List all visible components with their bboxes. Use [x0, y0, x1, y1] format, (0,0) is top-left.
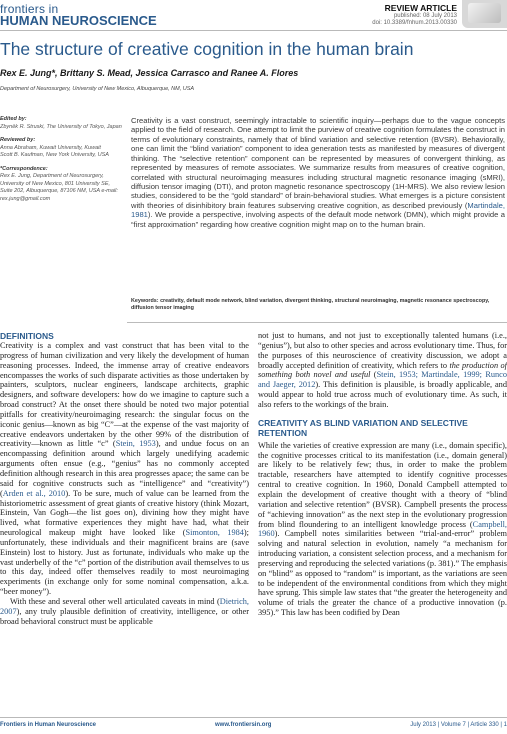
- abstract-divider: [127, 322, 507, 323]
- paragraph: [0, 597, 249, 627]
- article-meta: [287, 3, 457, 27]
- journal-name-line2: HUMAN NEUROSCIENCE: [0, 13, 157, 28]
- abstract-text-2: ). We provide a perspective, involving aspects of the default mode network (DMN), which might provide a “first approximation” regarding how creative cognition might map on to the human brain.: [131, 210, 505, 229]
- paragraph-text: With these and several other well articulated caveats in mind (: [10, 596, 220, 606]
- paragraph-text: ). Campbell notes similarities between “trial-and-error” problem solving and natural selection in evolution, namely “a mechanism for introducing variation, a consistent selection process, and a mechanism for preserving and reproducing the selected variations (p. 381).” The emphasis on “blind” as opposed to “random” is important, as the variations are seen to be independent of the environmental conditions from which they might have sprung. This simple law states that “the greater the heterogeneity and volume of trials the greater the chance of a productive innovation (p. 395).” This law has been codified by Dean: [258, 529, 507, 618]
- reviewer-2: Scott B. Kaufman, New York University, USA: [0, 152, 109, 158]
- edited-by-value: Zbyněk R. Struski, The University of Tokyo, Japan: [0, 123, 122, 130]
- definition-text: the production of something both novel and useful: [258, 360, 507, 380]
- journal-name-line1: frontiers in: [0, 2, 59, 16]
- citation-link[interactable]: Stein, 1953; Martindale, 1999; Runco and Jaeger, 2012: [258, 370, 507, 390]
- body-left-column: [0, 331, 249, 626]
- footer-issue-info: July 2013 | Volume 7 | Article 330 | 1: [410, 722, 507, 728]
- correspondence-label: *Correspondence:: [0, 165, 48, 172]
- paragraph-text: not just to humans, and not just to exceptionally talented humans (i.e., “genius”), but also to other species and across evolutionary time. Thus, for the purposes of this neuroscience of creativity discussion, we adopt a broadly accepted definition of creativity, which refers to: [258, 331, 507, 370]
- paragraph-text: (: [370, 370, 377, 380]
- footer-divider: [0, 717, 507, 718]
- citation-link[interactable]: Simonton, 1984: [185, 528, 244, 538]
- paragraph-text: ), and undue focus on an encompassing definition around which largely unedifying academic arguments often ensue (e.g., “genius” has no commonly accepted definition although research in this area progresses apace; the same can be said for cognitive constructs such as “intelligence” and “creativity”) (: [0, 439, 249, 498]
- section-heading-definitions: DEFINITIONS: [0, 331, 54, 341]
- citation-link[interactable]: Arden et al., 2010: [2, 488, 66, 498]
- edited-by-label: Edited by:: [0, 116, 27, 122]
- article-type: REVIEW ARTICLE: [384, 3, 457, 13]
- keywords-list: creativity, default mode network, blind variation, divergent thinking, structural neuroimaging, magnetic resonance spectroscopy, diffusion tensor imaging: [131, 298, 490, 312]
- affiliation: Department of Neurosurgery, University of New Mexico, Albuquerque, NM, USA: [0, 86, 195, 92]
- paragraph-text: While the varieties of creative expression are many (i.e., domain specific), the cognitive processes critical to its manifestation (i.e., domain general) are likely to be relatively few; thus, in order to make the problem tractable, researchers have attempted to identify cognitive processes central to creative cognition. In 1960, Donald Campbell attempted to explain the development of creative thought with a theory of “blind variation and selective retention” (BVSR). Campbell presents the process of “achieving innovation” as the next step in the evolutionary progression from blind floundering to an intelligent knowledge process (: [258, 440, 507, 529]
- footer-journal: Frontiers in Human Neuroscience: [0, 722, 97, 728]
- keywords: [131, 298, 505, 313]
- paragraph-text: ); unfortunately, these individuals and their magnificent brains are (save Einstein) lost to history. Just as fortunate, individuals who make up the vast underbelly of the “c” portion of the distribution avail themselves to us to this day, indeed offer themselves readily to most neuroimaging experiments (in exchange only for some nominal compensation, a.k.a. “beer money”).: [0, 528, 249, 597]
- paragraph-text: ), any truly plausible definition of creativity, intelligence, or other broad behavioral construct must be applicable: [0, 606, 249, 626]
- correspondence-value: Rex E. Jung, Department of Neurosurgery, University of New Mexico, 801 University SE, Suite 202, Albuquerque, 87106 NM, USA e-mail: rex.jung@gmail.com: [0, 173, 118, 202]
- editorial-info: [0, 116, 122, 209]
- paragraph: [258, 441, 507, 618]
- citation-link[interactable]: Stein, 1953: [115, 439, 156, 449]
- header-divider: [0, 30, 507, 31]
- keywords-label: Keywords:: [131, 298, 159, 304]
- citation-link[interactable]: Dietrich, 2007: [0, 596, 249, 616]
- article-title: The structure of creative cognition in the human brain: [0, 39, 414, 59]
- author-list: Rex E. Jung*, Brittany S. Mead, Jessica Carrasco and Ranee A. Flores: [0, 68, 299, 78]
- abstract: [131, 116, 505, 229]
- paragraph: [0, 341, 249, 597]
- section-heading-bvsr: CREATIVITY AS BLIND VARIATION AND SELECTIVE RETENTION: [258, 417, 468, 438]
- paragraph-text: Creativity is a complex and vast construct that has been vital to the progress of human civilization and very likely the development of human reasoning processes. Indeed, the immense array of creative endeavors encompasses the works of such disparate activities as those undertaken by painters, sculptors, nuclear engineers, landscape architects, graphic designers, and software developers: how do we imagine to capture such a broad construct? At the onset there should be noted two major potential pitfalls for creativity/neuroimaging research: the singular focus on the iconic genius—known as big “C”—at the expense of the vast majority of creative endeavors undertaken by the other 99% of the distribution of creativity—known as little “c” (: [0, 341, 249, 449]
- citation-link[interactable]: Campbell, 1960: [258, 519, 507, 539]
- reviewed-by-label: Reviewed by:: [0, 137, 36, 143]
- paragraph-text: ). This definition is plausible, is broadly applicable, and would appear to hold true across much of evolutionary time. As such, it also refers to the workings of the brain.: [258, 380, 507, 409]
- doi: doi: 10.3389/fnhum.2013.00330: [372, 20, 457, 26]
- paragraph: [258, 331, 507, 410]
- journal-logo: [0, 4, 200, 28]
- paragraph-text: ). To be sure, much of value can be learned from the historiometric assessment of great giants of creative history (think Mozart, Einstein, Van Gogh—the list goes on), divining how they might have lived, what formative experiences they might have had, what their neurological makeup might have looked like (: [0, 488, 249, 538]
- published-date: published: 08 July 2013: [393, 13, 457, 19]
- citation-link[interactable]: Martindale, 1981: [131, 200, 505, 220]
- publisher-badge: [462, 0, 507, 28]
- footer-website-link[interactable]: www.frontiersin.org: [215, 722, 272, 728]
- abstract-text-1: Creativity is a vast construct, seemingly intractable to scientific inquiry—perhaps due to the vague concepts applied to the field of research. One attempt to limit the purview of creative cognition formulates the construct in terms of evolutionary constraints, namely that of blind variation and selective retention (BVSR). Behaviorally, one can limit the “blind variation” component to idea generation tests as manifested by measures of divergent thinking. The “selective retention” component can be represented by measures of convergent thinking, as represented by measures of remote associates. We summarize results from measures of creative cognition, correlated with structural neuroimaging measures including structural magnetic resonance imaging (sMRI), diffusion tensor imaging (DTI), and proton magnetic resonance spectroscopy (1H-MRS). We also review lesion studies, considered to be the “gold standard” of brain-behavioral studies. What emerges is a picture consistent with theories of disinhibitory brain features subserving creative cognition, as described previously (: [131, 116, 505, 210]
- body-right-column: [258, 331, 507, 618]
- reviewer-1: Anna Abraham, Kuwait University, Kuwait: [0, 144, 101, 151]
